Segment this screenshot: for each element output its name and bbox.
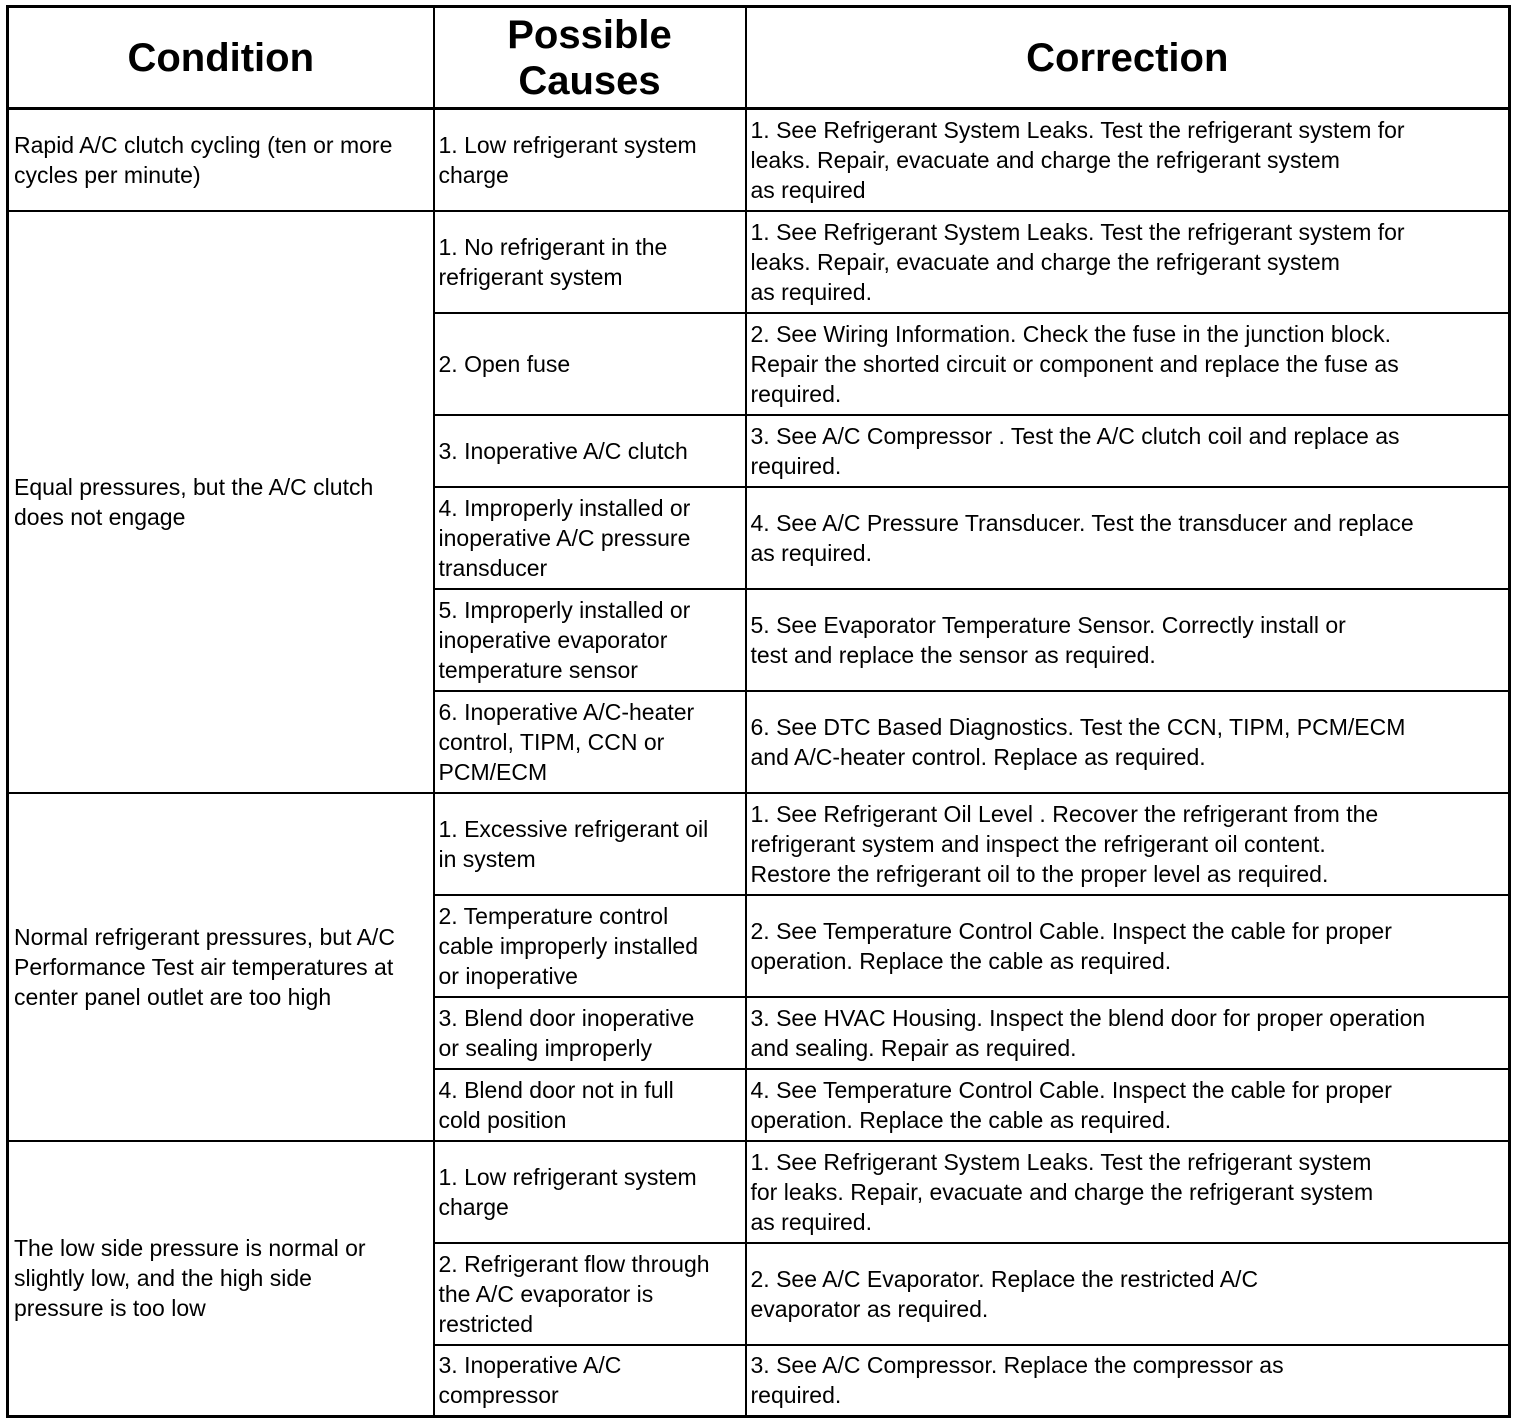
cause-cell: 2. Refrigerant flow through the A/C evaporator is restricted [434,1243,746,1345]
correction-cell: 4. See A/C Pressure Transducer. Test the transducer and replace as required. [746,487,1510,589]
correction-cell: 3. See HVAC Housing. Inspect the blend door for proper operation and sealing. Repair as required. [746,997,1510,1069]
cause-cell: 3. Inoperative A/C clutch [434,415,746,487]
correction-cell: 1. See Refrigerant System Leaks. Test the refrigerant system for leaks. Repair, evacuate and charge the refrigerant system as required. [746,1141,1510,1243]
correction-cell: 2. See Wiring Information. Check the fuse in the junction block. Repair the shorted circuit or component and replace the fuse as required. [746,313,1510,415]
header-condition: Condition [8,7,434,109]
condition-cell: Normal refrigerant pressures, but A/C Performance Test air temperatures at center panel outlet are too high [8,793,434,1141]
condition-cell: Rapid A/C clutch cycling (ten or more cycles per minute) [8,109,434,211]
correction-cell: 5. See Evaporator Temperature Sensor. Correctly install or test and replace the sensor as required. [746,589,1510,691]
cause-cell: 4. Blend door not in full cold position [434,1069,746,1141]
correction-cell: 1. See Refrigerant System Leaks. Test the refrigerant system for leaks. Repair, evacuate and charge the refrigerant system as required [746,109,1510,211]
correction-cell: 1. See Refrigerant System Leaks. Test the refrigerant system for leaks. Repair, evacuate and charge the refrigerant system as required. [746,211,1510,313]
header-possible-causes: Possible Causes [434,7,746,109]
cause-cell: 3. Inoperative A/C compressor [434,1345,746,1417]
cause-cell: 6. Inoperative A/C-heater control, TIPM, CCN or PCM/ECM [434,691,746,793]
condition-cell: Equal pressures, but the A/C clutch does not engage [8,211,434,793]
correction-cell: 2. See A/C Evaporator. Replace the restricted A/C evaporator as required. [746,1243,1510,1345]
correction-cell: 3. See A/C Compressor . Test the A/C clutch coil and replace as required. [746,415,1510,487]
table-row [8,211,1510,313]
cause-cell: 1. Low refrigerant system charge [434,109,746,211]
header-row [8,7,1510,109]
correction-cell: 3. See A/C Compressor. Replace the compressor as required. [746,1345,1510,1417]
cause-cell: 5. Improperly installed or inoperative evaporator temperature sensor [434,589,746,691]
correction-cell: 2. See Temperature Control Cable. Inspect the cable for proper operation. Replace the cable as required. [746,895,1510,997]
correction-cell: 6. See DTC Based Diagnostics. Test the CCN, TIPM, PCM/ECM and A/C-heater control. Replace as required. [746,691,1510,793]
cause-cell: 1. Excessive refrigerant oil in system [434,793,746,895]
cause-cell: 2. Temperature control cable improperly installed or inoperative [434,895,746,997]
cause-cell: 1. No refrigerant in the refrigerant system [434,211,746,313]
correction-cell: 4. See Temperature Control Cable. Inspect the cable for proper operation. Replace the cable as required. [746,1069,1510,1141]
condition-cell: The low side pressure is normal or slightly low, and the high side pressure is too low [8,1141,434,1417]
cause-cell: 3. Blend door inoperative or sealing improperly [434,997,746,1069]
cause-cell: 1. Low refrigerant system charge [434,1141,746,1243]
cause-cell: 2. Open fuse [434,313,746,415]
correction-cell: 1. See Refrigerant Oil Level . Recover the refrigerant from the refrigerant system and inspect the refrigerant oil content. Restore the refrigerant oil to the proper level as required. [746,793,1510,895]
table-row [8,793,1510,895]
header-correction: Correction [746,7,1510,109]
cause-cell: 4. Improperly installed or inoperative A/C pressure transducer [434,487,746,589]
table-row [8,1141,1510,1243]
diagnosis-table [6,5,1511,1418]
table-row [8,109,1510,211]
